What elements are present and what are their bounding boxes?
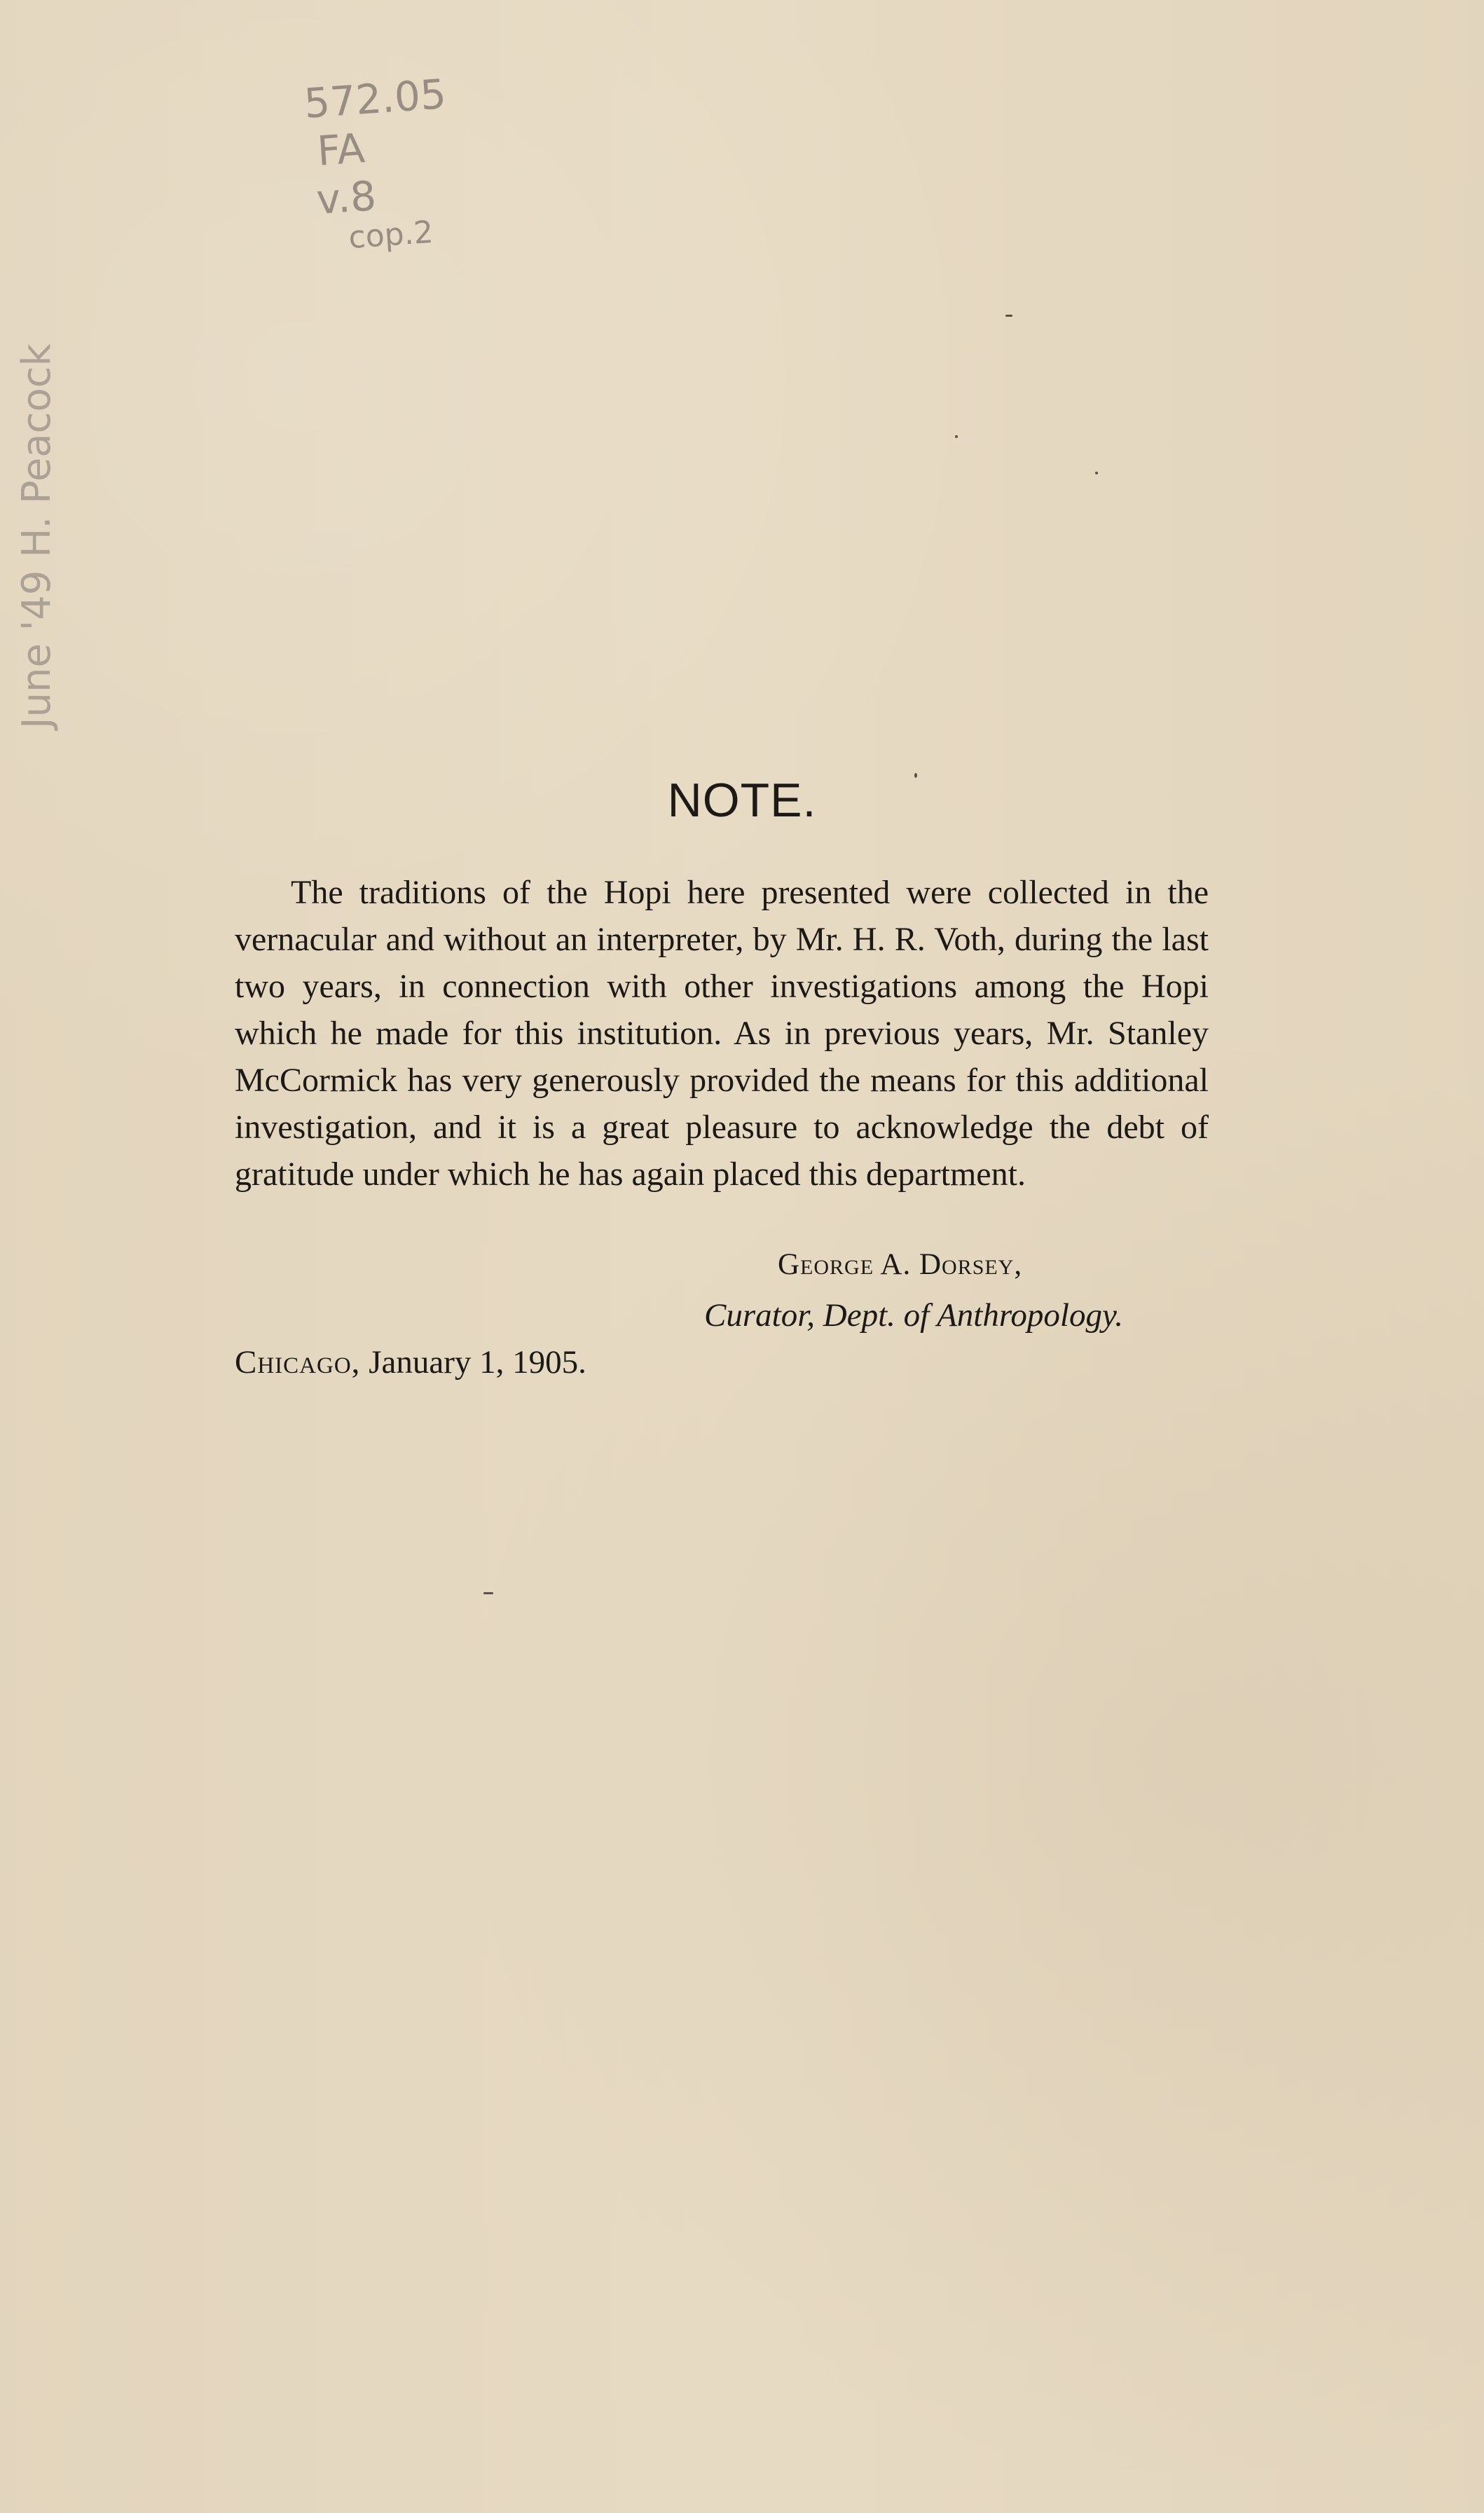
call-number-line-1: 572.05 [302, 69, 448, 128]
curator-title: Curator, Dept. of Anthropology. [704, 1297, 1123, 1334]
note-body-paragraph: The traditions of the Hopi here presented were collected in the vernacular and without an interpreter, by Mr. H. R. Voth, during the last two years, in connection with other investigations among the Hopi which he made for this institution. As in previous years, Mr. Stanley McCormick has very generously provided the means for this additional investigation, and it is a great pleasure to acknowledge the debt of gratitude under which he has again placed this department. [235, 874, 1209, 1193]
paper-speck [1095, 472, 1098, 474]
call-number-line-4: cop.2 [347, 214, 435, 256]
dateline-city: Chicago, [235, 1344, 361, 1381]
paper-speck [483, 1592, 493, 1594]
signature-name: George A. Dorsey, [778, 1248, 1023, 1281]
paper-speck [955, 435, 958, 438]
call-number-line-2: FA [315, 124, 366, 175]
library-call-number [296, 71, 482, 349]
dateline-date: January 1, 1905. [369, 1344, 586, 1381]
handwritten-margin-note: June '49 H. Peacock [14, 343, 60, 729]
call-number-line-3: v.8 [315, 172, 378, 224]
paper-speck [1005, 315, 1012, 317]
dateline [235, 1343, 586, 1381]
note-title: NOTE. [667, 774, 817, 827]
